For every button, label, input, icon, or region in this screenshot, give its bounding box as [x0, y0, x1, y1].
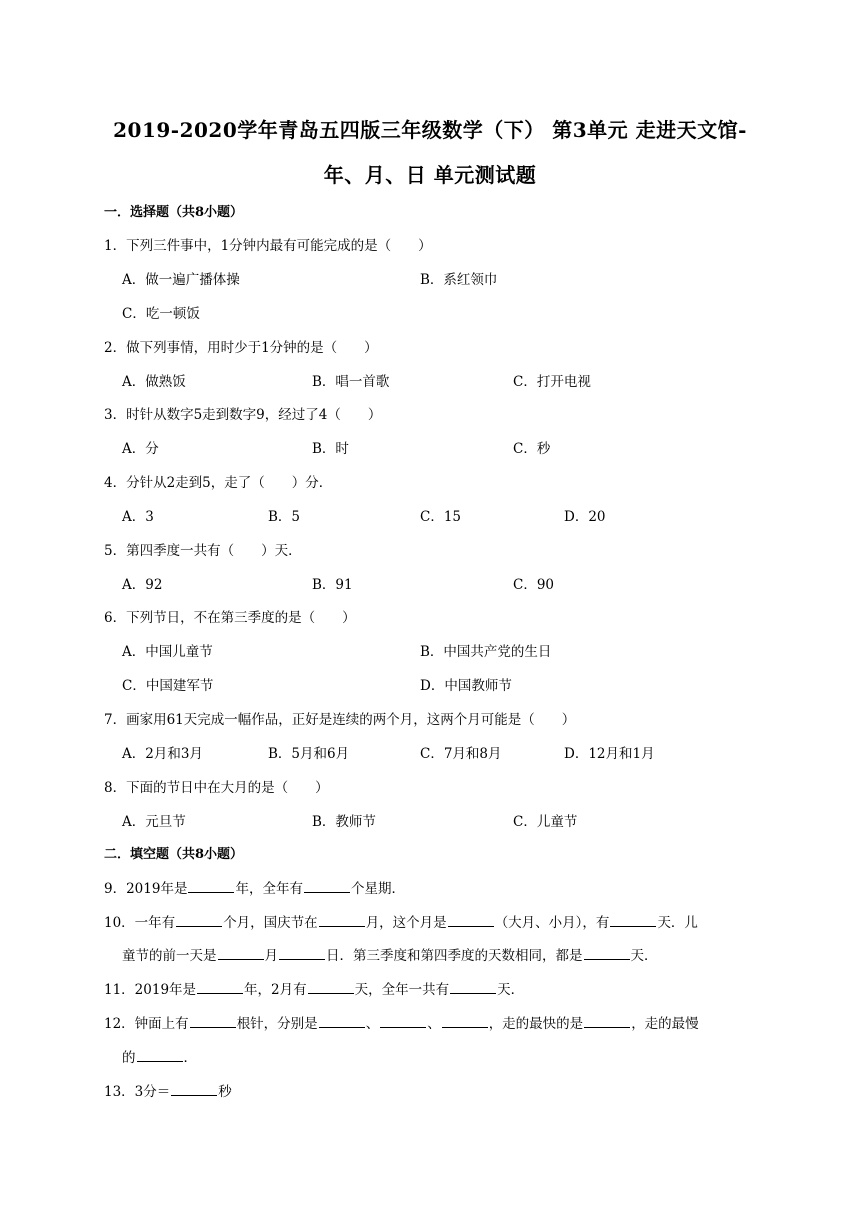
question-2: 2．做下列事情，用时少于1分钟的是（ ）	[104, 340, 378, 356]
q11-text-1: 11．2019年是	[104, 982, 197, 998]
question-13	[104, 1080, 232, 1100]
q8-option-c: C．儿童节	[513, 814, 578, 830]
q12-text-3: 、	[365, 1016, 380, 1032]
q4-option-a: A．3	[122, 509, 154, 525]
answer-blank[interactable]	[450, 979, 496, 994]
q3-option-b: B．时	[312, 441, 349, 457]
q13-text-1: 13．3分＝	[104, 1084, 171, 1100]
q7-option-c: C．7月和8月	[420, 746, 502, 762]
question-3: 3．时针从数字5走到数字9，经过了4（ ）	[104, 407, 382, 423]
question-12-continued	[122, 1046, 197, 1066]
q2-option-a: A．做熟饭	[122, 374, 186, 390]
q6-option-c: C．中国建军节	[122, 678, 214, 694]
q13-text-2: 秒	[218, 1084, 232, 1100]
question-10-continued	[122, 944, 658, 964]
question-11	[104, 978, 524, 998]
answer-blank[interactable]	[448, 912, 494, 927]
q3-option-c: C．秒	[513, 441, 551, 457]
q10-text-6: 童节的前一天是	[122, 948, 217, 964]
answer-blank[interactable]	[610, 912, 656, 927]
q10-text-9: 天．	[630, 948, 658, 964]
q12-text-4: 、	[427, 1016, 441, 1032]
question-7: 7．画家用61天完成一幅作品，正好是连续的两个月，这两个月可能是（ ）	[104, 712, 576, 728]
answer-blank[interactable]	[304, 878, 350, 893]
q6-option-d: D．中国教师节	[420, 678, 512, 694]
q4-option-b: B．5	[268, 509, 301, 525]
question-8: 8．下面的节日中在大月的是（ ）	[104, 780, 329, 796]
q4-option-d: D．20	[564, 509, 606, 525]
section-heading-choice: 一．选择题（共8小题）	[104, 205, 244, 220]
q12-text-7: 的	[122, 1050, 136, 1066]
answer-blank[interactable]	[176, 912, 222, 927]
answer-blank[interactable]	[279, 945, 325, 960]
q5-option-c: C．90	[513, 577, 555, 593]
q7-option-b: B．5月和6月	[268, 746, 350, 762]
page-title-line1: 2019-2020学年青岛五四版三年级数学（下） 第3单元 走进天文馆-	[113, 118, 747, 142]
answer-blank[interactable]	[319, 912, 365, 927]
q6-option-b: B．中国共产党的生日	[420, 644, 552, 660]
q10-text-5: 天．儿	[657, 915, 698, 931]
question-9	[104, 877, 405, 897]
answer-blank[interactable]	[197, 979, 243, 994]
answer-blank[interactable]	[188, 878, 234, 893]
q12-text-2: 根针，分别是	[236, 1016, 318, 1032]
section-heading-fill-in: 二．填空题（共8小题）	[104, 847, 244, 862]
answer-blank[interactable]	[319, 1013, 365, 1028]
answer-blank[interactable]	[380, 1013, 426, 1028]
q10-text-2: 个月，国庆节在	[223, 915, 318, 931]
question-1: 1．下列三件事中，1分钟内最有可能完成的是（ ）	[104, 238, 432, 254]
q10-text-8: 日．第三季度和第四季度的天数相同，都是	[326, 948, 583, 964]
q10-text-3: 月，这个月是	[365, 915, 447, 931]
q1-option-b: B．系红领巾	[420, 272, 498, 288]
q8-option-b: B．教师节	[312, 814, 376, 830]
q7-option-a: A．2月和3月	[122, 746, 203, 762]
q6-option-a: A．中国儿童节	[122, 644, 213, 660]
question-6: 6．下列节日，不在第三季度的是（ ）	[104, 610, 356, 626]
q12-text-6: ，走的最慢	[631, 1016, 699, 1032]
answer-blank[interactable]	[584, 1013, 630, 1028]
page-title-line2: 年、月、日 单元测试题	[323, 163, 537, 187]
answer-blank[interactable]	[218, 945, 264, 960]
q4-option-c: C．15	[420, 509, 462, 525]
q5-option-b: B．91	[312, 577, 353, 593]
q10-text-7: 月	[264, 948, 278, 964]
q10-text-1: 10．一年有	[104, 915, 176, 931]
question-5: 5．第四季度一共有（ ）天．	[104, 543, 302, 559]
q2-option-c: C．打开电视	[513, 374, 591, 390]
q3-option-a: A．分	[122, 441, 159, 457]
q9-text-1: 9．2019年是	[104, 881, 188, 897]
answer-blank[interactable]	[171, 1081, 217, 1096]
q9-text-3: 个星期．	[350, 881, 405, 897]
q8-option-a: A．元旦节	[122, 814, 186, 830]
question-10	[104, 911, 698, 931]
answer-blank[interactable]	[584, 945, 630, 960]
answer-blank[interactable]	[308, 979, 354, 994]
q9-text-2: 年，全年有	[235, 881, 303, 897]
q12-text-1: 12．钟面上有	[104, 1016, 189, 1032]
q12-text-8: ．	[183, 1050, 197, 1066]
q1-option-a: A．做一遍广播体操	[122, 272, 240, 288]
answer-blank[interactable]	[442, 1013, 488, 1028]
q11-text-4: 天．	[497, 982, 525, 998]
q10-text-4: （大月、小月），有	[494, 915, 610, 931]
answer-blank[interactable]	[190, 1013, 236, 1028]
q11-text-2: 年，2月有	[244, 982, 307, 998]
question-4: 4．分针从2走到5，走了（ ）分．	[104, 475, 333, 491]
question-12	[104, 1012, 699, 1032]
q2-option-b: B．唱一首歌	[312, 374, 390, 390]
answer-blank[interactable]	[137, 1047, 183, 1062]
q11-text-3: 天，全年一共有	[354, 982, 450, 998]
q1-option-c: C．吃一顿饭	[122, 306, 200, 322]
q12-text-5: ，走的最快的是	[488, 1016, 584, 1032]
q5-option-a: A．92	[122, 577, 163, 593]
q7-option-d: D．12月和1月	[564, 746, 655, 762]
